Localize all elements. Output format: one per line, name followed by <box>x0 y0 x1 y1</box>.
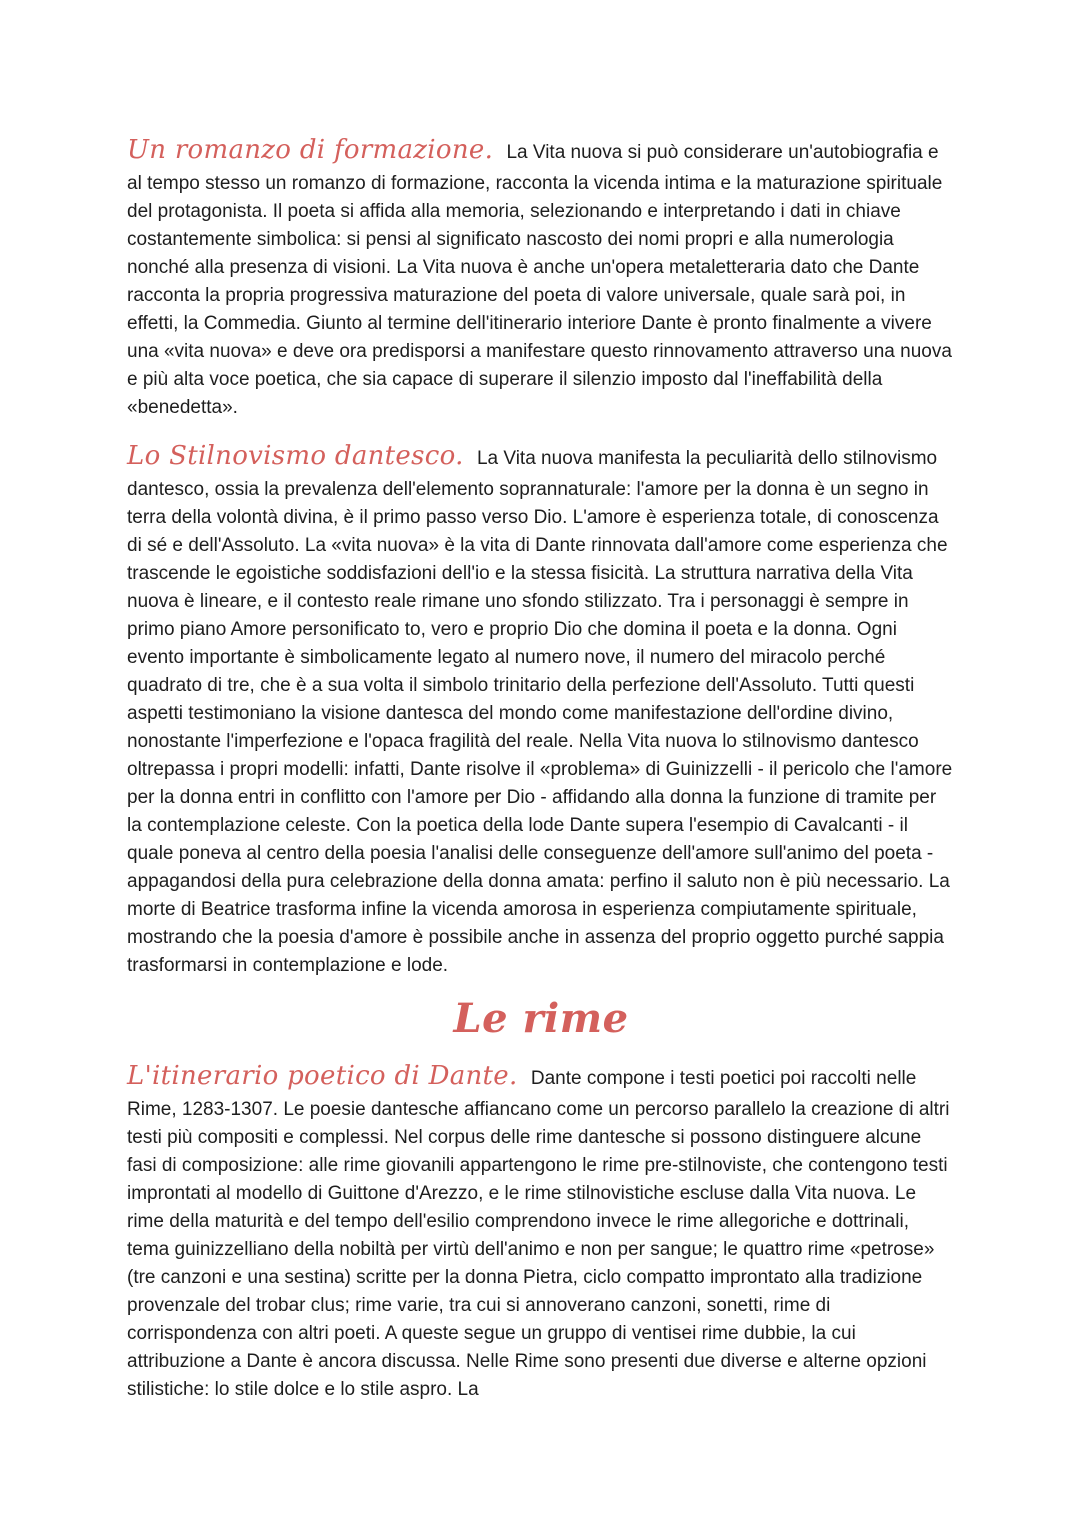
section-un-romanzo-di-formazione <box>127 130 955 422</box>
section-body-text: Dante compone i testi poetici poi raccolti nelle Rime, 1283-1307. Le poesie dantesche affiancano come un percorso parallelo la creazione di altri testi più compositi e complessi. Nel corpus delle rime dantesche si possono distinguere alcune fasi di composizione: alle rime giovanili appartengono le rime pre-stilnoviste, che contengono testi improntati al modello di Guittone d'Arezzo, e le rime stilnovistiche escluse dalla Vita nuova. Le rime della maturità e del tempo dell'esilio comprendono invece le rime allegoriche e dottrinali, tema guinizzelliano della nobiltà per virtù dell'animo e non per sangue; le quattro rime «petrose» (tre canzoni e una sestina) scritte per la donna Pietra, ciclo compatto improntato alla tradizione provenzale del trobar clus; rime varie, tra cui si annoverano canzoni, sonetti, rime di corrispondenza con altri poeti. A queste segue un gruppo di ventisei rime dubbie, la cui attribuzione a Dante è ancora discussa. Nelle Rime sono presenti due diverse e alterne opzioni stilistiche: lo stile dolce e lo stile aspro. La <box>127 1068 950 1400</box>
section-lo-stilnovismo-dantesco <box>127 436 955 980</box>
section-body-text: La Vita nuova manifesta la peculiarità dello stilnovismo dantesco, ossia la prevalenza dell'elemento soprannaturale: l'amore per la donna è un segno in terra della volontà divina, è il primo passo verso Dio. L'amore è esperienza totale, di conoscenza di sé e dell'Assoluto. La «vita nuova» è la vita di Dante rinnovata dall'amore come esperienza che trascende le egoistiche soddisfazioni dell'io e la stessa fisicità. La struttura narrativa della Vita nuova è lineare, e il contesto reale rimane uno sfondo stilizzato. Tra i personaggi è sempre in primo piano Amore personificato to, vero e proprio Dio che domina il poeta e la donna. Ogni evento importante è simbolicamente legato al numero nove, il numero del miracolo perché quadrato di tre, che è a sua volta il simbolo trinitario della perfezione dell'Assoluto. Tutti questi aspetti testimoniano la visione dantesca del mondo come manifestazione dell'ordine divino, nonostante l'imperfezione e l'opaca fragilità del reale. Nella Vita nuova lo stilnovismo dantesco oltrepassa i propri modelli: infatti, Dante risolve il «problema» di Guinizzelli - il pericolo che l'amore per la donna entri in conflitto con l'amore per Dio - affidando alla donna la funzione di tramite per la contemplazione celeste. Con la poetica della lode Dante supera l'esempio di Cavalcanti - il quale poneva al centro della poesia l'analisi delle conseguenze dell'amore sull'animo del poeta - appagandosi della pura celebrazione della donna amata: perfino il saluto non è più necessario. La morte di Beatrice trasforma infine la vicenda amorosa in esperienza compiutamente spirituale, mostrando che la poesia d'amore è possibile anche in assenza del proprio oggetto purché sappia trasformarsi in contemplazione e lode. <box>127 448 953 976</box>
section-heading: Lo Stilnovismo dantesco. <box>127 441 464 471</box>
section-heading: Un romanzo di formazione. <box>127 135 494 165</box>
section-body-text: La Vita nuova si può considerare un'autobiografia e al tempo stesso un romanzo di formazione, racconta la vicenda intima e la maturazione spirituale del protagonista. Il poeta si affida alla memoria, selezionando e interpretando i dati in chiave costantemente simbolica: si pensi al significato nascosto dei nomi propri e alla numerologia nonché alla presenza di visioni. La Vita nuova è anche un'opera metaletteraria dato che Dante racconta la propria progressiva maturazione del poeta di valore universale, quale sarà poi, in effetti, la Commedia. Giunto al termine dell'itinerario interiore Dante è pronto finalmente a vivere una «vita nuova» e deve ora predisporsi a manifestare questo rinnovamento attraverso una nuova e più alta voce poetica, che sia capace di superare il silenzio imposto dal l'ineffabilità della «benedetta». <box>127 142 952 418</box>
section-heading: L'itinerario poetico di Dante. <box>127 1061 518 1091</box>
page-title: Le rime <box>453 995 629 1042</box>
section-itinerario-poetico-di-dante <box>127 1056 955 1404</box>
